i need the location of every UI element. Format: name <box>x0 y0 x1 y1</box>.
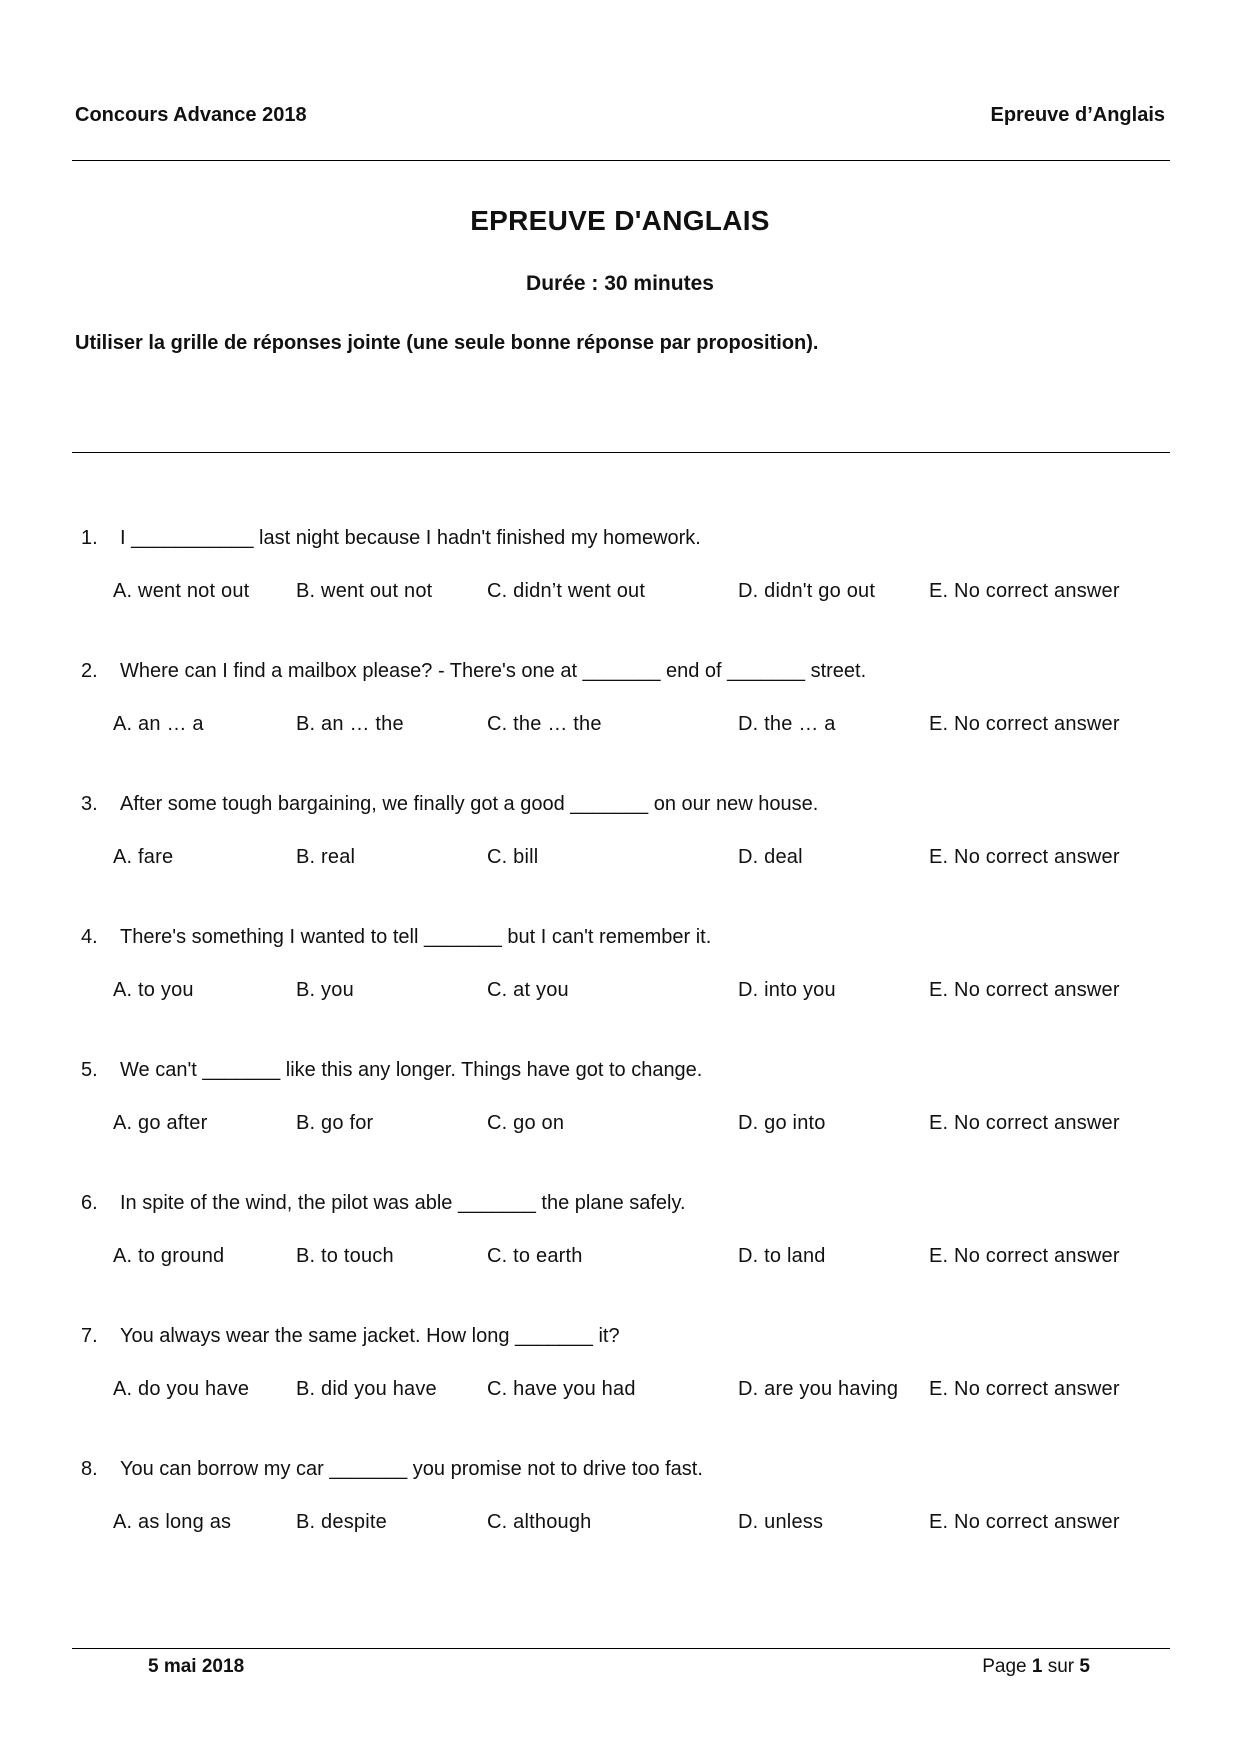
answer-option-e: E. No correct answer <box>929 1245 1120 1267</box>
question-number: 3. <box>81 793 98 815</box>
answer-option-c: C. at you <box>487 979 569 1001</box>
question-text: After some tough bargaining, we finally got a good _______ on our new house. <box>120 793 819 815</box>
answer-option-c: C. have you had <box>487 1378 636 1400</box>
page-title: EPREUVE D'ANGLAIS <box>470 205 770 236</box>
question-item <box>0 527 1240 647</box>
page-total: 5 <box>1079 1656 1090 1677</box>
question-number: 1. <box>81 527 98 549</box>
exam-duration: Durée : 30 minutes <box>526 272 714 295</box>
question-number: 8. <box>81 1458 98 1480</box>
answer-option-b: B. went out not <box>296 580 433 602</box>
header-divider <box>72 160 1170 161</box>
answer-option-b: B. you <box>296 979 354 1001</box>
answer-option-e: E. No correct answer <box>929 580 1120 602</box>
answer-option-c: C. bill <box>487 846 539 868</box>
answer-option-e: E. No correct answer <box>929 1112 1120 1134</box>
question-item <box>0 1192 1240 1312</box>
answer-option-a: A. go after <box>113 1112 208 1134</box>
answer-option-b: B. despite <box>296 1511 387 1533</box>
answer-option-d: D. unless <box>738 1511 824 1533</box>
answer-option-c: C. the … the <box>487 713 602 735</box>
question-text: In spite of the wind, the pilot was able _______ the plane safely. <box>120 1192 686 1214</box>
answer-option-e: E. No correct answer <box>929 1511 1120 1533</box>
question-item <box>0 1059 1240 1179</box>
question-text: There's something I wanted to tell _______ but I can't remember it. <box>120 926 712 948</box>
header-subject: Epreuve d’Anglais <box>990 104 1165 126</box>
answer-option-e: E. No correct answer <box>929 846 1120 868</box>
question-number: 4. <box>81 926 98 948</box>
answer-option-b: B. real <box>296 846 356 868</box>
question-text: You can borrow my car _______ you promise not to drive too fast. <box>120 1458 703 1480</box>
page-number <box>982 1656 1090 1678</box>
answer-option-e: E. No correct answer <box>929 979 1120 1001</box>
answer-option-b: B. did you have <box>296 1378 437 1400</box>
answer-option-b: B. go for <box>296 1112 374 1134</box>
question-number: 5. <box>81 1059 98 1081</box>
question-item <box>0 1458 1240 1578</box>
answer-option-d: D. didn't go out <box>738 580 876 602</box>
page-prefix: Page <box>982 1656 1027 1677</box>
question-number: 6. <box>81 1192 98 1214</box>
question-text: You always wear the same jacket. How long _______ it? <box>120 1325 620 1347</box>
footer-date: 5 mai 2018 <box>148 1656 245 1677</box>
question-text: Where can I find a mailbox please? - There's one at _______ end of _______ street. <box>120 660 867 682</box>
question-number: 7. <box>81 1325 98 1347</box>
question-item <box>0 660 1240 780</box>
answer-option-e: E. No correct answer <box>929 1378 1120 1400</box>
answer-option-c: C. to earth <box>487 1245 583 1267</box>
page-header <box>75 104 1165 132</box>
instruction-divider <box>72 452 1170 453</box>
page-current: 1 <box>1031 1656 1043 1677</box>
answer-option-e: E. No correct answer <box>929 713 1120 735</box>
page-sep: sur <box>1047 1656 1075 1677</box>
answer-option-d: D. go into <box>738 1112 826 1134</box>
answer-option-a: A. fare <box>113 846 174 868</box>
answer-option-a: A. to ground <box>113 1245 225 1267</box>
answer-option-a: A. an … a <box>113 713 204 735</box>
question-text: I ___________ last night because I hadn't finished my homework. <box>120 527 701 549</box>
question-item <box>0 793 1240 913</box>
answer-option-a: A. do you have <box>113 1378 250 1400</box>
exam-instruction: Utiliser la grille de réponses jointe (une seule bonne réponse par proposition). <box>75 332 819 354</box>
answer-option-b: B. an … the <box>296 713 404 735</box>
answer-option-d: D. the … a <box>738 713 836 735</box>
question-item <box>0 926 1240 1046</box>
answer-option-c: C. although <box>487 1511 592 1533</box>
answer-option-d: D. into you <box>738 979 836 1001</box>
question-text: We can't _______ like this any longer. Things have got to change. <box>120 1059 703 1081</box>
answer-option-c: C. go on <box>487 1112 565 1134</box>
page-footer <box>0 1656 1240 1684</box>
answer-option-a: A. to you <box>113 979 194 1001</box>
answer-option-b: B. to touch <box>296 1245 394 1267</box>
answer-option-d: D. are you having <box>738 1378 899 1400</box>
answer-option-d: D. to land <box>738 1245 826 1267</box>
answer-option-d: D. deal <box>738 846 803 868</box>
header-exam-name: Concours Advance 2018 <box>75 104 307 126</box>
footer-divider <box>72 1648 1170 1649</box>
answer-option-a: A. went not out <box>113 580 250 602</box>
answer-option-c: C. didn’t went out <box>487 580 646 602</box>
answer-option-a: A. as long as <box>113 1511 232 1533</box>
question-number: 2. <box>81 660 98 682</box>
question-item <box>0 1325 1240 1445</box>
